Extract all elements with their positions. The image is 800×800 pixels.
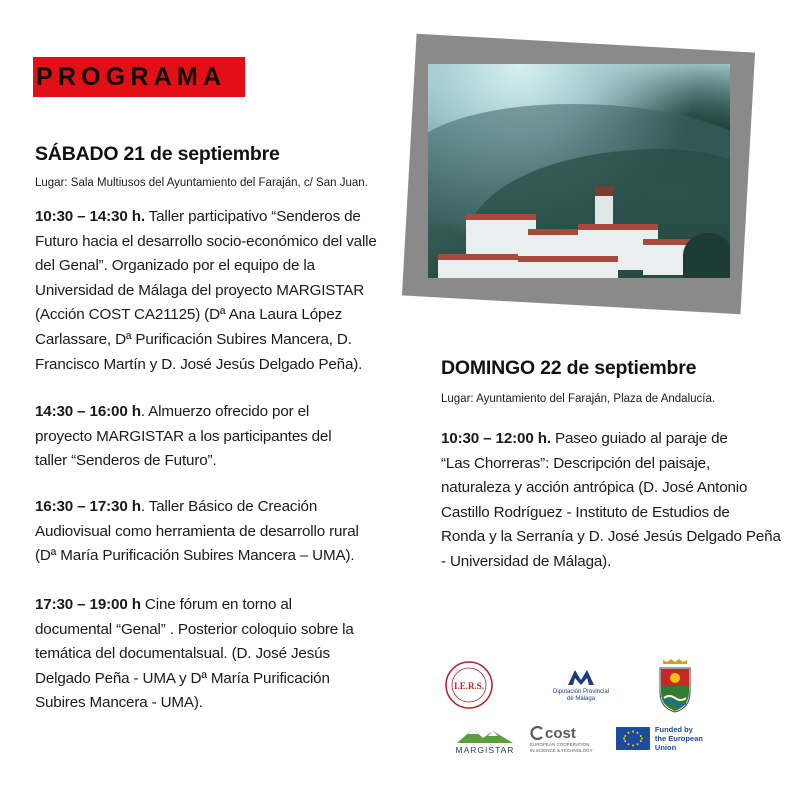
saturday-title: SÁBADO 21 de septiembre — [35, 143, 280, 165]
block-text: (Acción COST CA21125) (Dª Ana Laura López — [35, 306, 343, 324]
block-time: 17:30 – 19:00 h — [35, 596, 141, 613]
block-text: temática del documentalsual. (D. José Jesús — [35, 645, 330, 663]
block-text: proyecto MARGISTAR a los participantes del — [35, 427, 332, 445]
block-text: “Las Chorreras”: Descripción del paisaje, — [441, 454, 711, 472]
diputacion-line-2: de Málaga — [566, 695, 596, 702]
block-text: . Almuerzo ofrecido por el — [140, 403, 310, 420]
diputacion-logo — [536, 662, 626, 708]
block-text: Taller participativo “Senderos de — [144, 208, 361, 225]
block-text: Delgado Peña - UMA y Dª María Purificación — [35, 669, 330, 687]
saturday-block-2 — [35, 400, 385, 474]
block-text: Universidad de Málaga del proyecto MARGISTAR — [35, 281, 365, 299]
iers-logo-text: I.E.R.S. — [453, 681, 485, 691]
block-time: 14:30 – 16:00 h — [35, 403, 141, 420]
village-photo — [428, 64, 730, 278]
diputacion-mark-icon — [566, 668, 596, 686]
saturday-block-3 — [35, 495, 385, 569]
eu-line-1: Funded by — [654, 724, 693, 734]
block-text: Paseo guiado al paraje de — [550, 430, 728, 447]
block-text: Ronda y la Serranía y D. José Jesús Delgado Peña — [441, 528, 781, 546]
eu-funding-logo — [616, 726, 726, 750]
block-text: Castillo Rodríguez - Instituto de Estudios de — [441, 503, 730, 521]
block-time: 10:30 – 12:00 h. — [441, 430, 551, 447]
diputacion-line-1: Diputación Provincial — [552, 688, 610, 695]
sunday-place: Lugar: Ayuntamiento del Faraján, Plaza de Andalucía. — [441, 393, 716, 405]
block-text: Carlassare, Dª Purificación Subires Mancera, D. — [35, 330, 352, 348]
block-text: (Dª María Purificación Subires Mancera – UMA). — [35, 547, 355, 565]
block-time: 10:30 – 14:30 h. — [35, 208, 145, 225]
sunday-block — [441, 427, 791, 575]
iers-logo — [444, 660, 494, 710]
cost-sub-2: IN SCIENCE & TECHNOLOGY — [530, 747, 593, 753]
block-text: Subires Mancera - UMA). — [35, 694, 203, 712]
mountains-icon — [455, 726, 515, 744]
saturday-block-1 — [35, 205, 385, 377]
block-text: - Universidad de Málaga). — [441, 552, 612, 570]
sunday-title: DOMINGO 22 de septiembre — [441, 357, 697, 379]
block-time: 16:30 – 17:30 h — [35, 498, 141, 515]
block-text: . Taller Básico de Creación — [140, 498, 318, 515]
block-text: del Genal”. Organizado por el equipo de la — [35, 257, 315, 275]
programa-banner: PROGRAMA — [33, 57, 245, 97]
cost-sub-1: EUROPEAN COOPERATION — [530, 741, 590, 747]
eu-flag-icon — [616, 727, 650, 750]
block-text: Francisco Martín y D. José Jesús Delgado Peña). — [35, 355, 363, 373]
farajan-coat-of-arms — [655, 658, 695, 714]
block-text: Futuro hacia el desarrollo socio-económico del valle — [35, 232, 377, 250]
saturday-place: Lugar: Sala Multiusos del Ayuntamiento del Faraján, c/ San Juan. — [35, 177, 368, 189]
block-text: Audiovisual como herramienta de desarrollo rural — [35, 522, 359, 540]
cost-logo — [530, 722, 610, 756]
block-text: naturaleza y acción antrópica (D. José Antonio — [441, 479, 748, 497]
block-text: Cine fórum en torno al — [140, 596, 292, 613]
block-text: taller “Senderos de Futuro”. — [35, 452, 217, 470]
saturday-block-4 — [35, 593, 385, 716]
house — [438, 254, 518, 278]
cost-mark-icon — [530, 726, 544, 740]
margistar-text: MARGISTAR — [455, 744, 515, 755]
margistar-logo — [440, 720, 530, 760]
house — [518, 256, 618, 278]
block-text: documental “Genal” . Posterior coloquio sobre la — [35, 620, 354, 638]
eu-line-2: the European Union — [654, 733, 703, 752]
pine-tree — [683, 233, 730, 278]
cost-text: cost — [545, 724, 576, 742]
